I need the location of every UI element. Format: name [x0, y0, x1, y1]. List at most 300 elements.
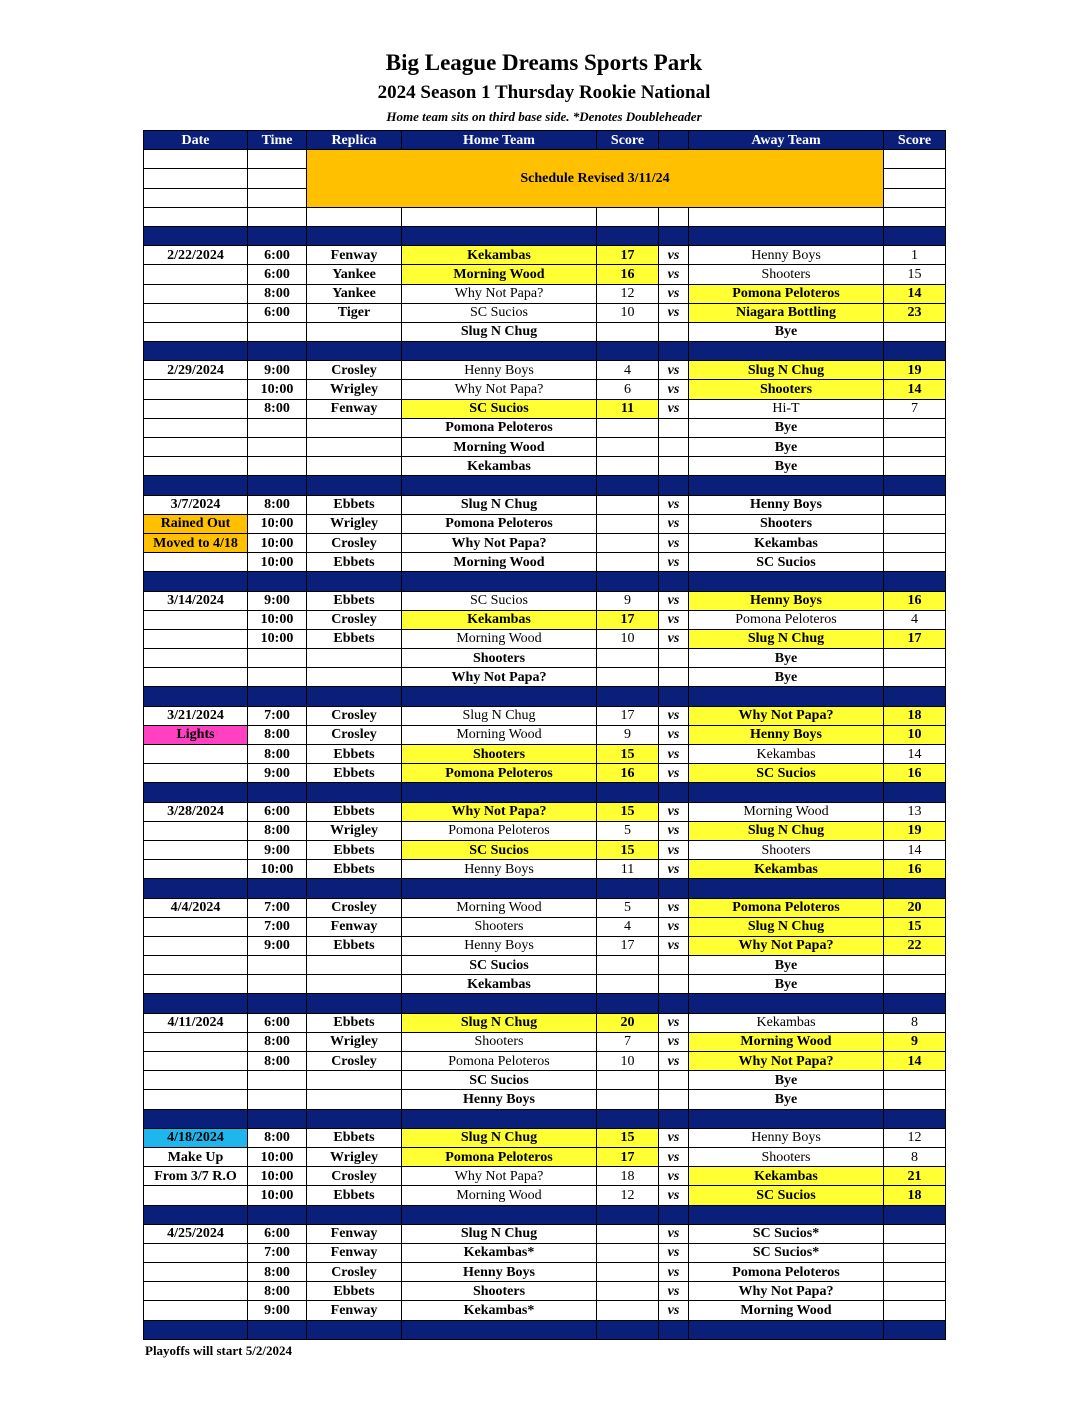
- game-row: [144, 860, 946, 879]
- cell: [689, 207, 884, 226]
- away-team: Shooters: [689, 380, 884, 399]
- game-field: Crosley: [307, 1263, 402, 1282]
- vs-label: vs: [659, 265, 689, 284]
- vs-label: [659, 956, 689, 975]
- separator-cell: [307, 1109, 402, 1128]
- away-team: Why Not Papa?: [689, 1282, 884, 1301]
- away-score: 16: [884, 591, 946, 610]
- away-score: [884, 533, 946, 552]
- cell: [144, 553, 248, 572]
- date-note: Make Up: [144, 1147, 248, 1166]
- away-score: 16: [884, 764, 946, 783]
- away-team: SC Sucios*: [689, 1243, 884, 1262]
- away-team: Bye: [689, 418, 884, 437]
- away-score: 22: [884, 936, 946, 955]
- away-team: Pomona Peloteros: [689, 284, 884, 303]
- home-team: SC Sucios: [402, 1071, 597, 1090]
- cell: [144, 1032, 248, 1051]
- away-score: [884, 1243, 946, 1262]
- separator-cell: [884, 879, 946, 898]
- game-time: [248, 1090, 307, 1109]
- game-row: [144, 1263, 946, 1282]
- away-score: [884, 438, 946, 457]
- separator-cell: [689, 476, 884, 495]
- game-time: 9:00: [248, 361, 307, 380]
- away-team: Henny Boys: [689, 725, 884, 744]
- game-date: 4/18/2024: [144, 1128, 248, 1147]
- away-score: 21: [884, 1167, 946, 1186]
- game-time: 10:00: [248, 553, 307, 572]
- game-time: [248, 322, 307, 341]
- separator-cell: [884, 1205, 946, 1224]
- home-score: [597, 418, 659, 437]
- vs-label: vs: [659, 860, 689, 879]
- game-time: 10:00: [248, 380, 307, 399]
- cell: [659, 207, 689, 226]
- away-team: Niagara Bottling: [689, 303, 884, 322]
- separator-cell: [144, 879, 248, 898]
- header-row: [144, 131, 946, 150]
- home-score: 17: [597, 706, 659, 725]
- vs-label: [659, 975, 689, 994]
- home-score: 17: [597, 1147, 659, 1166]
- home-team: Morning Wood: [402, 725, 597, 744]
- game-time: 10:00: [248, 533, 307, 552]
- game-time: [248, 1071, 307, 1090]
- separator-cell: [597, 226, 659, 245]
- game-row: [144, 1282, 946, 1301]
- cell: [248, 207, 307, 226]
- game-row: [144, 1013, 946, 1032]
- separator-cell: [307, 226, 402, 245]
- home-team: Slug N Chug: [402, 1013, 597, 1032]
- home-score: [597, 457, 659, 476]
- date-note: Moved to 4/18: [144, 533, 248, 552]
- separator-cell: [659, 687, 689, 706]
- game-row: [144, 917, 946, 936]
- game-row: [144, 284, 946, 303]
- game-field: Fenway: [307, 1301, 402, 1320]
- column-header: Score: [884, 131, 946, 150]
- home-score: [597, 956, 659, 975]
- game-row: [144, 745, 946, 764]
- away-team: Bye: [689, 649, 884, 668]
- cell: [144, 1301, 248, 1320]
- game-field: Ebbets: [307, 745, 402, 764]
- game-field: Fenway: [307, 1224, 402, 1243]
- game-time: [248, 649, 307, 668]
- separator-cell: [659, 783, 689, 802]
- game-time: 7:00: [248, 706, 307, 725]
- separator-cell: [248, 1109, 307, 1128]
- away-team: Morning Wood: [689, 1032, 884, 1051]
- game-field: [307, 418, 402, 437]
- cell: [144, 1186, 248, 1205]
- away-score: [884, 553, 946, 572]
- home-score: [597, 438, 659, 457]
- home-team: Kekambas*: [402, 1243, 597, 1262]
- away-team: Shooters: [689, 265, 884, 284]
- away-team: Pomona Peloteros: [689, 1263, 884, 1282]
- vs-label: vs: [659, 1032, 689, 1051]
- home-score: [597, 533, 659, 552]
- away-score: 19: [884, 361, 946, 380]
- separator-cell: [659, 1320, 689, 1339]
- game-row: [144, 1301, 946, 1320]
- vs-label: vs: [659, 706, 689, 725]
- cell: [307, 207, 402, 226]
- away-score: 23: [884, 303, 946, 322]
- game-field: Ebbets: [307, 591, 402, 610]
- separator-cell: [402, 342, 597, 361]
- separator-cell: [597, 687, 659, 706]
- schedule-body: [144, 131, 946, 1340]
- separator-row: [144, 879, 946, 898]
- cell: [144, 840, 248, 859]
- home-team: Slug N Chug: [402, 1224, 597, 1243]
- separator-cell: [659, 879, 689, 898]
- home-score: [597, 1263, 659, 1282]
- home-team: Morning Wood: [402, 438, 597, 457]
- cell: [144, 169, 248, 188]
- home-team: Why Not Papa?: [402, 380, 597, 399]
- away-score: 14: [884, 380, 946, 399]
- away-score: [884, 1090, 946, 1109]
- game-row: [144, 1167, 946, 1186]
- home-team: Shooters: [402, 917, 597, 936]
- home-team: Pomona Peloteros: [402, 1147, 597, 1166]
- away-score: 8: [884, 1013, 946, 1032]
- away-team: SC Sucios: [689, 553, 884, 572]
- column-header: Away Team: [689, 131, 884, 150]
- game-time: 8:00: [248, 725, 307, 744]
- game-field: Ebbets: [307, 936, 402, 955]
- cell: [144, 745, 248, 764]
- home-score: 12: [597, 284, 659, 303]
- cell: [144, 821, 248, 840]
- cell: [144, 150, 248, 169]
- vs-label: vs: [659, 1243, 689, 1262]
- home-team: Shooters: [402, 745, 597, 764]
- separator-cell: [884, 342, 946, 361]
- game-field: Crosley: [307, 533, 402, 552]
- vs-label: vs: [659, 936, 689, 955]
- game-time: 9:00: [248, 840, 307, 859]
- away-score: [884, 1301, 946, 1320]
- home-score: 9: [597, 591, 659, 610]
- home-team: Pomona Peloteros: [402, 514, 597, 533]
- game-field: Ebbets: [307, 860, 402, 879]
- separator-cell: [248, 226, 307, 245]
- game-time: 8:00: [248, 1128, 307, 1147]
- home-team: Henny Boys: [402, 361, 597, 380]
- home-team: Slug N Chug: [402, 495, 597, 514]
- cell: [248, 169, 307, 188]
- game-time: 10:00: [248, 860, 307, 879]
- separator-cell: [884, 572, 946, 591]
- game-date: 3/14/2024: [144, 591, 248, 610]
- away-team: Shooters: [689, 840, 884, 859]
- cell: [144, 860, 248, 879]
- separator-row: [144, 572, 946, 591]
- blank-row: [144, 207, 946, 226]
- game-field: Fenway: [307, 246, 402, 265]
- away-team: Kekambas: [689, 1013, 884, 1032]
- home-team: Kekambas: [402, 457, 597, 476]
- game-time: 6:00: [248, 265, 307, 284]
- column-header: Score: [597, 131, 659, 150]
- vs-label: vs: [659, 1186, 689, 1205]
- home-score: 15: [597, 840, 659, 859]
- game-field: [307, 438, 402, 457]
- game-row: [144, 591, 946, 610]
- cell: [144, 457, 248, 476]
- cell: [144, 668, 248, 687]
- game-row: [144, 649, 946, 668]
- home-team: Henny Boys: [402, 1090, 597, 1109]
- home-score: 4: [597, 361, 659, 380]
- home-score: 10: [597, 629, 659, 648]
- game-row: [144, 936, 946, 955]
- vs-label: vs: [659, 1052, 689, 1071]
- separator-cell: [307, 994, 402, 1013]
- vs-label: vs: [659, 1282, 689, 1301]
- home-team: Pomona Peloteros: [402, 418, 597, 437]
- separator-cell: [659, 572, 689, 591]
- home-score: 5: [597, 821, 659, 840]
- game-row: [144, 1071, 946, 1090]
- vs-label: vs: [659, 802, 689, 821]
- away-team: Bye: [689, 438, 884, 457]
- away-team: Kekambas: [689, 533, 884, 552]
- separator-cell: [307, 783, 402, 802]
- game-time: 10:00: [248, 610, 307, 629]
- vs-label: vs: [659, 246, 689, 265]
- separator-row: [144, 1320, 946, 1339]
- game-time: 7:00: [248, 917, 307, 936]
- away-score: 9: [884, 1032, 946, 1051]
- home-team: Pomona Peloteros: [402, 1052, 597, 1071]
- separator-cell: [307, 1320, 402, 1339]
- page-title: Big League Dreams Sports Park: [385, 50, 703, 75]
- cell: [248, 188, 307, 207]
- separator-cell: [689, 1109, 884, 1128]
- vs-label: vs: [659, 514, 689, 533]
- cell: [248, 150, 307, 169]
- game-field: Ebbets: [307, 1282, 402, 1301]
- game-date: 4/11/2024: [144, 1013, 248, 1032]
- separator-row: [144, 476, 946, 495]
- away-score: [884, 1263, 946, 1282]
- home-score: [597, 1282, 659, 1301]
- game-date: 2/22/2024: [144, 246, 248, 265]
- away-score: [884, 322, 946, 341]
- separator-row: [144, 342, 946, 361]
- away-score: 10: [884, 725, 946, 744]
- game-field: Crosley: [307, 725, 402, 744]
- home-score: 11: [597, 860, 659, 879]
- separator-cell: [597, 476, 659, 495]
- cell: [144, 649, 248, 668]
- game-field: [307, 1090, 402, 1109]
- away-score: [884, 1071, 946, 1090]
- separator-cell: [884, 1320, 946, 1339]
- home-team: Morning Wood: [402, 265, 597, 284]
- separator-cell: [307, 879, 402, 898]
- date-note: Lights: [144, 725, 248, 744]
- cell: [144, 629, 248, 648]
- cell: [144, 1090, 248, 1109]
- home-team: Morning Wood: [402, 629, 597, 648]
- game-field: Wrigley: [307, 1032, 402, 1051]
- cell: [597, 207, 659, 226]
- game-row: [144, 1186, 946, 1205]
- cell: [144, 380, 248, 399]
- separator-cell: [144, 1205, 248, 1224]
- away-team: Kekambas: [689, 860, 884, 879]
- separator-cell: [307, 1205, 402, 1224]
- away-team: Slug N Chug: [689, 629, 884, 648]
- separator-cell: [144, 226, 248, 245]
- game-field: Ebbets: [307, 495, 402, 514]
- separator-cell: [659, 1205, 689, 1224]
- away-team: Why Not Papa?: [689, 1052, 884, 1071]
- game-time: 9:00: [248, 591, 307, 610]
- game-row: [144, 399, 946, 418]
- away-team: SC Sucios*: [689, 1224, 884, 1243]
- game-time: 6:00: [248, 1013, 307, 1032]
- cell: [144, 284, 248, 303]
- date-note: Rained Out: [144, 514, 248, 533]
- separator-cell: [597, 1205, 659, 1224]
- away-score: 19: [884, 821, 946, 840]
- away-score: 18: [884, 1186, 946, 1205]
- game-time: 8:00: [248, 821, 307, 840]
- separator-cell: [248, 572, 307, 591]
- game-field: Fenway: [307, 1243, 402, 1262]
- separator-cell: [402, 1205, 597, 1224]
- separator-cell: [689, 572, 884, 591]
- separator-cell: [402, 687, 597, 706]
- game-row: [144, 361, 946, 380]
- game-time: 7:00: [248, 898, 307, 917]
- game-row: [144, 725, 946, 744]
- cell: [144, 418, 248, 437]
- separator-cell: [884, 783, 946, 802]
- home-score: 18: [597, 1167, 659, 1186]
- home-score: 9: [597, 725, 659, 744]
- away-score: [884, 975, 946, 994]
- separator-row: [144, 1109, 946, 1128]
- home-score: 7: [597, 1032, 659, 1051]
- column-header: Home Team: [402, 131, 597, 150]
- away-team: Bye: [689, 956, 884, 975]
- separator-cell: [144, 342, 248, 361]
- away-score: [884, 495, 946, 514]
- vs-label: vs: [659, 553, 689, 572]
- date-note: From 3/7 R.O: [144, 1167, 248, 1186]
- home-team: SC Sucios: [402, 399, 597, 418]
- game-time: [248, 457, 307, 476]
- home-team: SC Sucios: [402, 591, 597, 610]
- away-score: 16: [884, 860, 946, 879]
- away-team: Kekambas: [689, 745, 884, 764]
- cell: [884, 207, 946, 226]
- away-team: Shooters: [689, 514, 884, 533]
- separator-cell: [402, 476, 597, 495]
- separator-cell: [884, 687, 946, 706]
- vs-label: vs: [659, 380, 689, 399]
- vs-label: [659, 457, 689, 476]
- game-date: 4/4/2024: [144, 898, 248, 917]
- page-subtitle: 2024 Season 1 Thursday Rookie National: [377, 82, 711, 103]
- separator-cell: [597, 783, 659, 802]
- home-score: [597, 514, 659, 533]
- away-team: Slug N Chug: [689, 821, 884, 840]
- separator-cell: [659, 476, 689, 495]
- away-score: 7: [884, 399, 946, 418]
- away-score: 1: [884, 246, 946, 265]
- game-row: [144, 1052, 946, 1071]
- separator-cell: [689, 879, 884, 898]
- home-team: Why Not Papa?: [402, 668, 597, 687]
- away-score: 20: [884, 898, 946, 917]
- separator-cell: [597, 572, 659, 591]
- game-time: 6:00: [248, 802, 307, 821]
- game-row: [144, 1128, 946, 1147]
- cell: [144, 917, 248, 936]
- game-row: [144, 438, 946, 457]
- game-row: [144, 1147, 946, 1166]
- game-field: Yankee: [307, 284, 402, 303]
- away-team: Kekambas: [689, 1167, 884, 1186]
- game-field: [307, 322, 402, 341]
- separator-cell: [402, 994, 597, 1013]
- game-row: [144, 418, 946, 437]
- home-score: 11: [597, 399, 659, 418]
- game-time: 8:00: [248, 284, 307, 303]
- home-score: [597, 975, 659, 994]
- vs-label: vs: [659, 533, 689, 552]
- vs-label: vs: [659, 745, 689, 764]
- game-row: [144, 610, 946, 629]
- separator-cell: [597, 342, 659, 361]
- separator-cell: [689, 1320, 884, 1339]
- cell: [884, 188, 946, 207]
- home-team: SC Sucios: [402, 956, 597, 975]
- away-score: 15: [884, 917, 946, 936]
- game-time: 6:00: [248, 1224, 307, 1243]
- cell: [144, 188, 248, 207]
- game-row: [144, 380, 946, 399]
- game-row: [144, 322, 946, 341]
- game-time: 8:00: [248, 495, 307, 514]
- home-score: 16: [597, 764, 659, 783]
- away-team: Morning Wood: [689, 802, 884, 821]
- home-score: 16: [597, 265, 659, 284]
- game-row: [144, 706, 946, 725]
- game-time: 8:00: [248, 399, 307, 418]
- home-score: 17: [597, 610, 659, 629]
- game-field: Wrigley: [307, 821, 402, 840]
- game-time: 8:00: [248, 1032, 307, 1051]
- game-field: Tiger: [307, 303, 402, 322]
- home-score: 20: [597, 1013, 659, 1032]
- away-team: Why Not Papa?: [689, 706, 884, 725]
- separator-cell: [248, 1320, 307, 1339]
- game-row: [144, 495, 946, 514]
- game-time: 9:00: [248, 1301, 307, 1320]
